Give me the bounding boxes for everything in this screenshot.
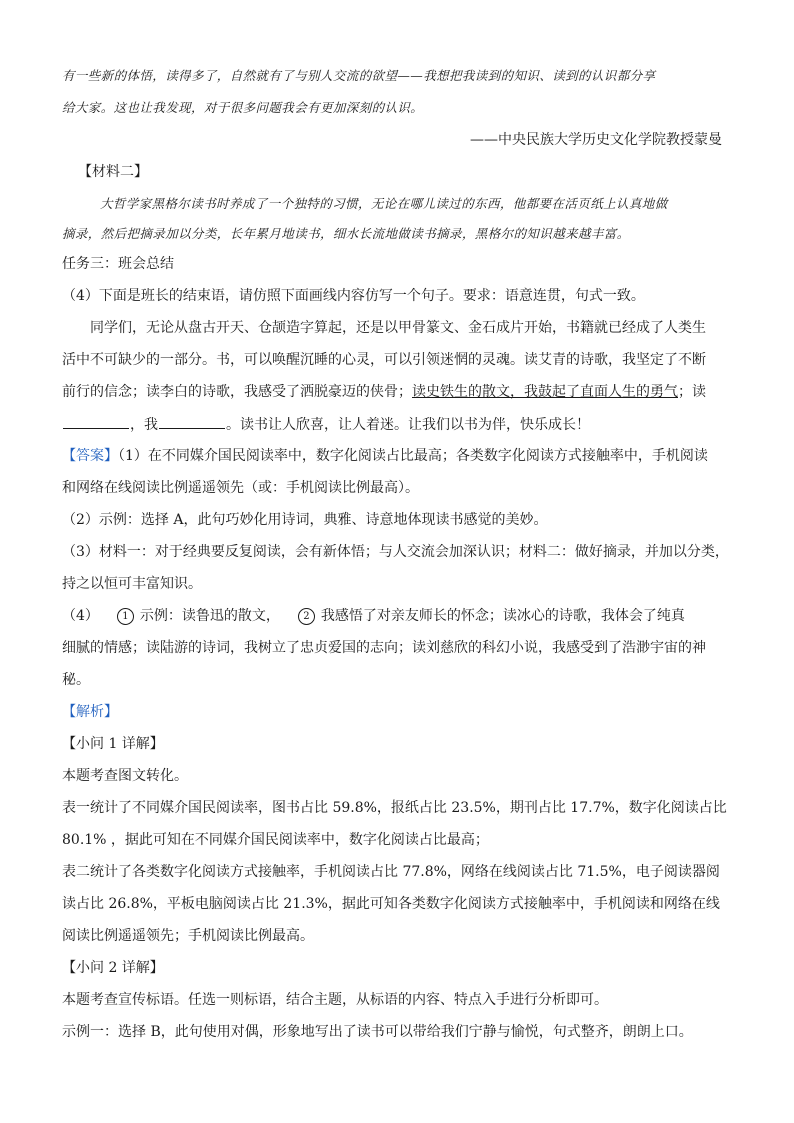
answer-4-part-1: 示例：读鲁迅的散文， — [139, 608, 280, 624]
material-two-line-1: 大哲学家黑格尔读书时养成了一个独特的习惯，无论在哪儿读过的东西，他都要在活页纸上认真地做 — [100, 196, 668, 211]
task-three-heading: 任务三：班会总结 — [62, 256, 174, 272]
question-1-line-6: 阅读比例遥遥领先；手机阅读比例最高。 — [62, 928, 314, 944]
answer-4-part-2: 我感悟了对亲友师长的怀念；读冰心的诗歌，我体会了纯真 — [320, 608, 685, 624]
question-1-line-3: 80.1% ，据此可知在不同媒介国民阅读率中，数字化阅读占比最高； — [62, 832, 489, 848]
closing-speech-text-mid: ，我 — [130, 417, 158, 433]
closing-speech-text-tail: 。读书让人欣喜，让人着迷。让我们以书为伴，快乐成长！ — [226, 417, 590, 433]
answer-2: （2）示例：选择 A，此句巧妙化用诗词，典雅、诗意地体现读书感觉的美妙。 — [62, 512, 548, 528]
closing-speech-line-4 — [62, 414, 590, 435]
task-three-question: （4）下面是班长的结束语，请仿照下面画线内容仿写一个句子。要求：语意连贯，句式一致。 — [62, 288, 645, 304]
question-1-line-5: 读占比 26.8%，平板电脑阅读占比 21.3%，据此可知各类数字化阅读方式接触率中，手机阅读和网络在线 — [62, 896, 720, 912]
answer-tag: 【答案】 — [62, 448, 118, 464]
question-2-line-2: 示例一：选择 B，此句使用对偶，形象地写出了读书可以带给我们宁静与愉悦，句式整齐，朗朗上口。 — [62, 1024, 693, 1040]
circled-number-1: 1 — [117, 608, 134, 625]
question-1-line-2: 表一统计了不同媒介国民阅读率，图书占比 59.8%，报纸占比 23.5%，期刊占比 17.7%，数字化阅读占比 — [62, 800, 727, 816]
question-2-heading: 【小问 2 详解】 — [62, 960, 164, 976]
closing-speech-line-2: 活中不可缺少的一部分。书，可以唤醒沉睡的心灵，可以引领迷惘的灵魂。读艾青的诗歌，我坚定了不断 — [62, 352, 706, 368]
material-one-source: ——中央民族大学历史文化学院教授蒙曼 — [470, 132, 722, 148]
closing-speech-line-1: 同学们，无论从盘古开天、仓颉造字算起，还是以甲骨篆文、金石成片开始，书籍就已经成了人类生 — [90, 320, 706, 336]
answer-1-line-2: 和网络在线阅读比例遥遥领先（或：手机阅读比例最高）。 — [62, 480, 419, 496]
circled-number-2: 2 — [298, 608, 315, 625]
question-1-line-1: 本题考查图文转化。 — [62, 768, 188, 784]
question-1-line-4: 表二统计了各类数字化阅读方式接触率，手机阅读占比 77.8%，网络在线阅读占比 71.5%，电子阅读器阅 — [62, 864, 720, 880]
question-1-heading: 【小问 1 详解】 — [62, 736, 164, 752]
fill-blank-1[interactable] — [63, 414, 129, 429]
answer-3-line-1: （3）材料一：对于经典要反复阅读，会有新体悟；与人交流会加深认识；材料二：做好摘录，并加以分类， — [62, 544, 729, 560]
closing-speech-text-end: ；读 — [678, 384, 706, 400]
underlined-model-sentence: 读史铁生的散文，我鼓起了直面人生的勇气 — [412, 384, 678, 400]
material-one-line-1: 有一些新的体悟，读得多了，自然就有了与别人交流的欲望——我想把我读到的知识、读到的认识都分享 — [62, 68, 656, 83]
answer-3-line-2: 持之以恒可丰富知识。 — [62, 576, 202, 592]
analysis-tag: 【解析】 — [62, 704, 118, 720]
answer-line-1 — [62, 446, 708, 466]
closing-speech-text: 前行的信念；读李白的诗歌，我感受了洒脱豪迈的侠骨； — [62, 384, 412, 400]
material-two-line-2: 摘录，然后把摘录加以分类，长年累月地读书，细水长流地做读书摘录，黑格尔的知识越来越丰富。 — [62, 226, 630, 241]
material-one-line-2: 给大家。这也让我发现，对于很多问题我会有更加深刻的认识。 — [62, 100, 424, 115]
material-two-heading: 【材料二】 — [78, 164, 148, 180]
answer-1-text: （1）在不同媒介国民阅读率中，数字化阅读占比最高；各类数字化阅读方式接触率中，手机阅读 — [118, 448, 708, 464]
closing-speech-line-3 — [62, 382, 706, 402]
answer-4-line-3: 秘。 — [62, 672, 90, 688]
question-2-line-1: 本题考查宣传标语。任选一则标语，结合主题，从标语的内容、特点入手进行分析即可。 — [62, 992, 608, 1008]
answer-4-prefix: （4） — [62, 608, 99, 624]
answer-4-line-2: 细腻的情感；读陆游的诗词，我树立了忠贞爱国的志向；读刘慈欣的科幻小说，我感受到了浩渺宇宙的神 — [62, 640, 706, 656]
fill-blank-2[interactable] — [159, 414, 225, 429]
answer-4-line-1 — [62, 606, 685, 626]
